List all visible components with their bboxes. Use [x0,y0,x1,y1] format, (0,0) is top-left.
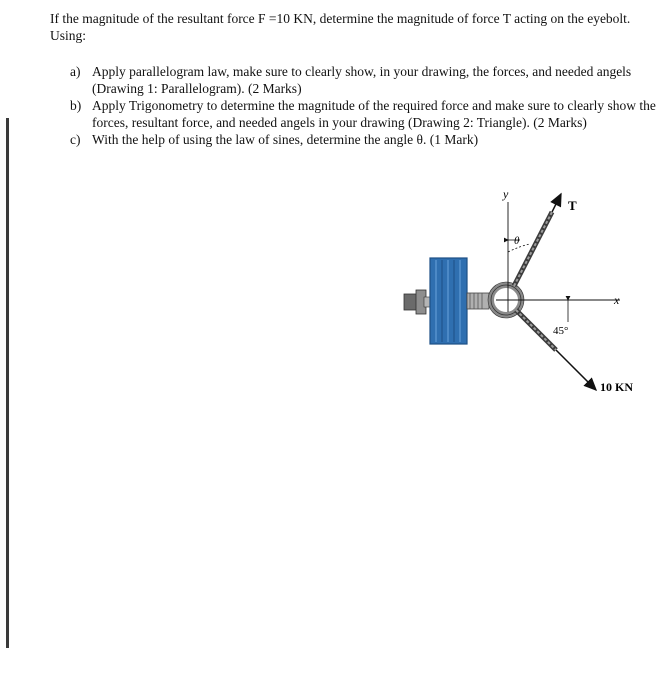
cable-t [514,194,561,286]
wall-block [430,258,467,344]
tension-label: T [568,198,577,213]
theta-label: θ [514,235,520,247]
angle-label: 45° [553,325,569,337]
x-axis-label: x [614,293,620,307]
question-b-text: Apply Trigonometry to determine the magnitude of the required force and make sure to clearly show the forces, resultant force, and needed angels in your drawing (Drawing 2: Triangle). (2 Marks) [92,98,656,130]
question-c-text: With the help of using the law of sines, determine the angle θ. (1 Mark) [92,132,479,147]
question-a-label: a) [70,64,81,79]
cable-force [516,310,596,390]
question-a-text: Apply parallelogram law, make sure to clearly show, in your drawing, the forces, and needed angels (Drawing 1: Parallelogram). (2 Marks) [92,64,632,96]
question-b-label: b) [70,98,82,113]
bolt-nut [404,290,430,314]
force-label: 10 KN [600,380,633,394]
bolt-shank [467,293,489,309]
question-c-label: c) [70,132,81,147]
coordinate-axes [496,202,620,312]
problem-intro: If the magnitude of the resultant force F =10 KN, determine the magnitude of force T acting on the eyebolt. Using: [50,11,631,43]
y-axis-label: y [503,187,509,201]
